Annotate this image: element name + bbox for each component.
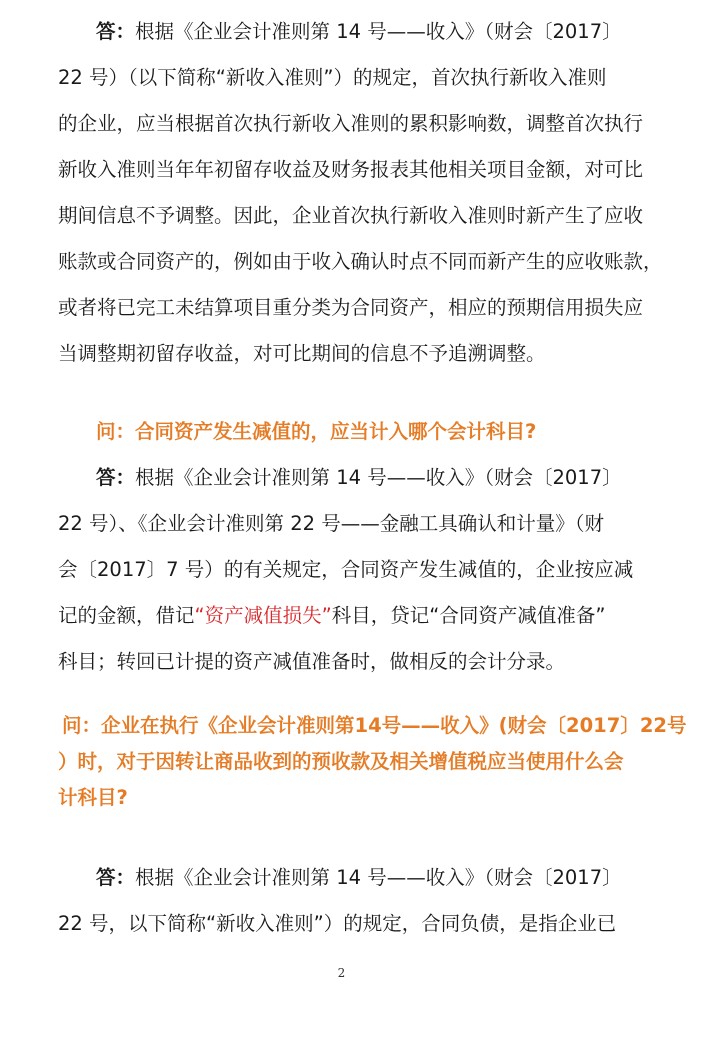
answer-line: 或者将已完工未结算项目重分类为合同资产，相应的预期信用损失应 (58, 296, 644, 319)
question-line: 问：企业在执行《企业会计准则第14号——收入》(财会〔2017〕22号 (62, 714, 687, 737)
answer-line: 答：根据《企业会计准则第 14 号——收入》（财会〔2017〕 (96, 466, 622, 489)
highlighted-account-name: “资产减值损失” (194, 604, 332, 627)
answer-line: 22 号，以下简称“新收入准则”）的规定，合同负债，是指企业已 (58, 912, 617, 935)
answer-line: 22 号）、《企业会计准则第 22 号——金融工具确认和计量》（财 (58, 512, 604, 535)
question-line: ）时，对于因转让商品收到的预收款及相关增值税应当使用什么会 (58, 750, 624, 773)
answer-line: 记的金额，借记“资产减值损失”科目，贷记“合同资产减值准备” (58, 604, 606, 627)
answer-line: 账款或合同资产的，例如由于收入确认时点不同而新产生的应收账款， (58, 250, 663, 273)
answer-line: 会〔2017〕7 号）的有关规定，合同资产发生减值的，企业按应减 (58, 558, 634, 581)
answer-label: 答： (96, 20, 136, 43)
page-number: 2 (337, 966, 346, 980)
answer-line: 科目；转回已计提的资产减值准备时，做相反的会计分录。 (58, 650, 566, 673)
answer-line: 答：根据《企业会计准则第 14 号——收入》（财会〔2017〕 (96, 866, 622, 889)
answer-line: 22 号）（以下简称“新收入准则”）的规定，首次执行新收入准则 (58, 66, 607, 89)
question-line: 计科目? (58, 786, 128, 809)
answer-line: 期间信息不予调整。因此，企业首次执行新收入准则时新产生了应收 (58, 204, 644, 227)
answer-line: 答：根据《企业会计准则第 14 号——收入》（财会〔2017〕 (96, 20, 622, 43)
answer-line: 的企业，应当根据首次执行新收入准则的累积影响数，调整首次执行 (58, 112, 644, 135)
question-line: 问：合同资产发生减值的，应当计入哪个会计科目? (96, 420, 537, 443)
answer-line: 当调整期初留存收益，对可比期间的信息不予追溯调整。 (58, 342, 546, 365)
answer-label: 答： (96, 866, 136, 889)
answer-line: 新收入准则当年年初留存收益及财务报表其他相关项目金额，对可比 (58, 158, 644, 181)
answer-label: 答： (96, 466, 136, 489)
